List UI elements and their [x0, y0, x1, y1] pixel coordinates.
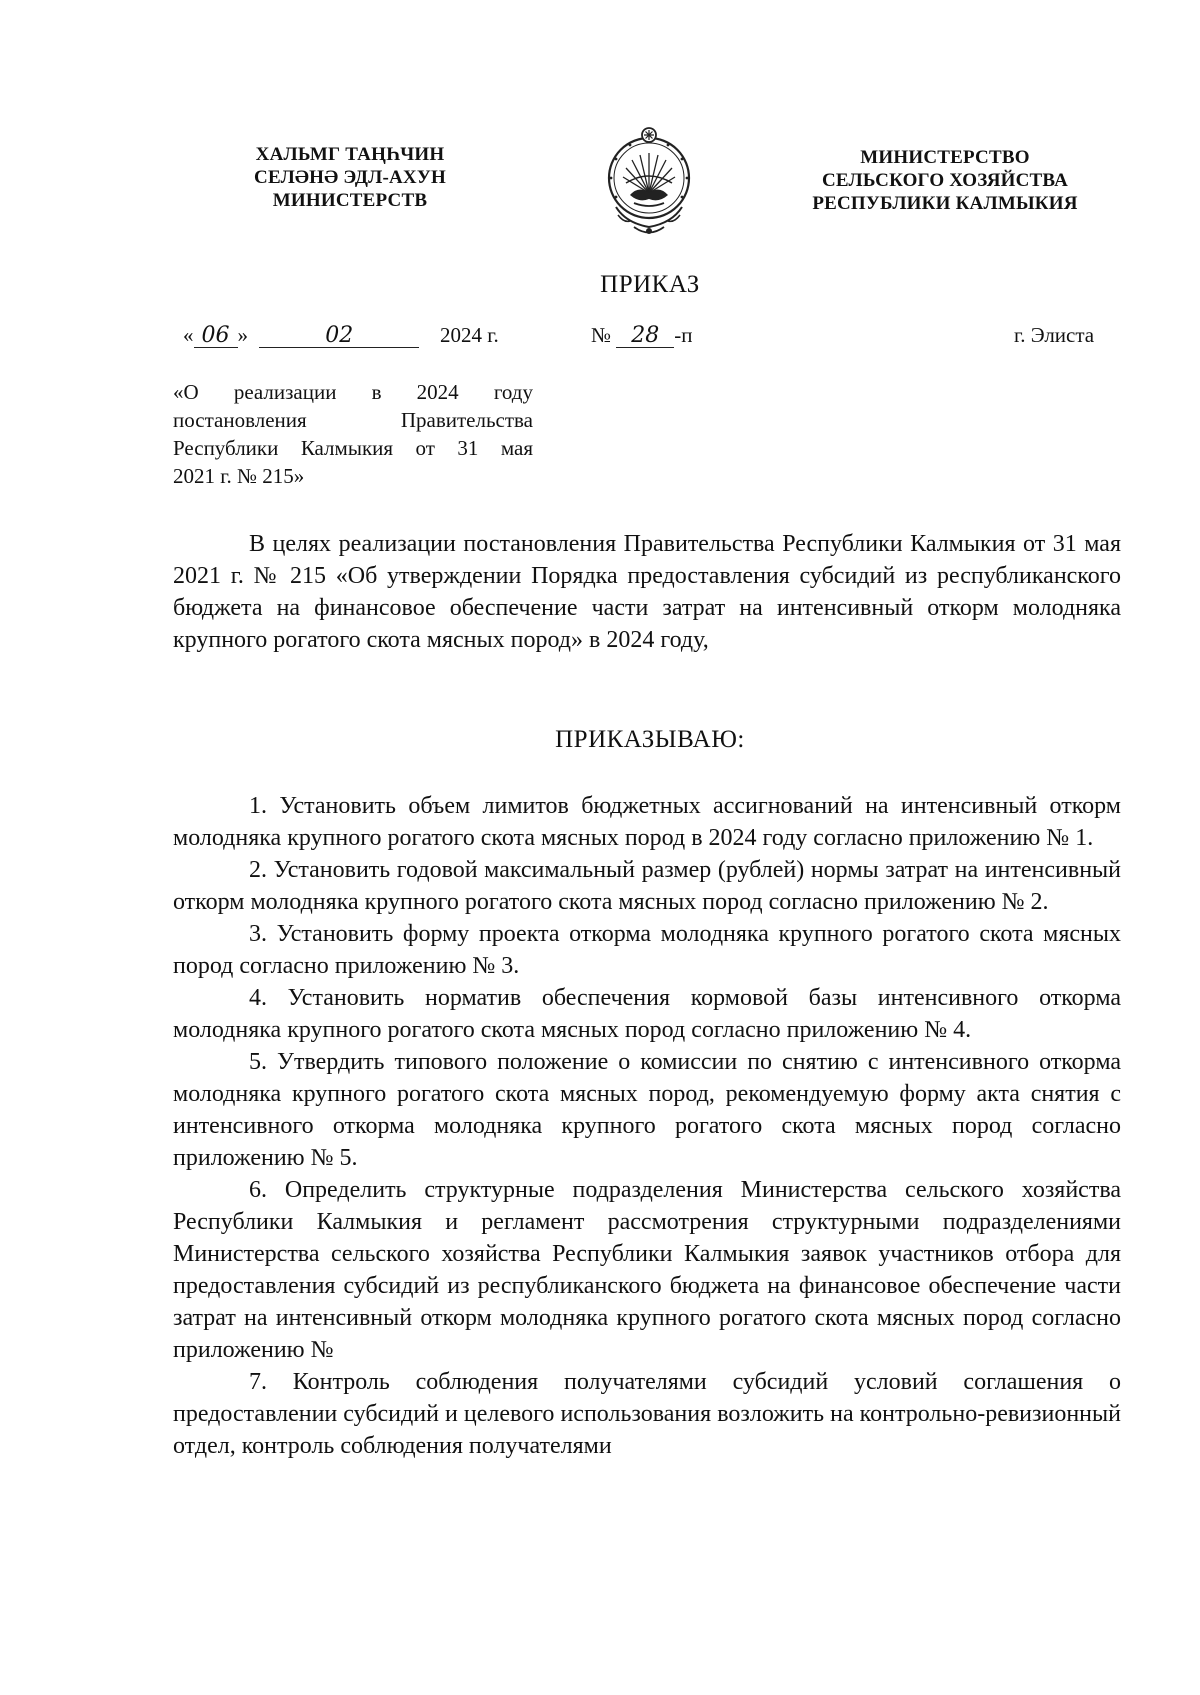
- order-item-1: 1. Установить объем лимитов бюджетных ассигнований на интенсивный откорм молодняка крупного рогатого скота мясных пород в 2024 году согласно приложению № 1.: [173, 793, 1121, 851]
- order-item-7: 7. Контроль соблюдения получателями субсидий условий соглашения о предоставлении субсидий и целевого использования возложить на контрольно-ревизионный отдел, контроль соблюдения получателями: [173, 1369, 1121, 1459]
- order-item-2: 2. Установить годовой максимальный размер (рублей) нормы затрат на интенсивный откорм молодняка крупного рогатого скота мясных пород согласно приложению № 2.: [173, 857, 1121, 915]
- decree-heading: ПРИКАЗЫВАЮ:: [555, 726, 745, 753]
- header-right-line: РЕСПУБЛИКИ КАЛМЫКИЯ: [812, 193, 1078, 214]
- order-city: г. Элиста: [1014, 323, 1095, 347]
- header-right-line: МИНИСТЕРСТВО: [860, 147, 1030, 168]
- handwritten-day: 06: [194, 325, 238, 348]
- subject-line: 2021 г. № 215»: [173, 464, 305, 488]
- order-number: [591, 322, 693, 348]
- header-right-line: СЕЛЬСКОГО ХОЗЯЙСТВА: [821, 170, 1069, 191]
- subject-line: постановления Правительства: [173, 408, 533, 432]
- order-item-3: 3. Установить форму проекта откорма молодняка крупного рогатого скота мясных пород согласно приложению № 3.: [173, 921, 1121, 979]
- date-quote-close: »: [237, 323, 248, 347]
- order-items: [173, 790, 1121, 1462]
- number-suffix: -п: [674, 323, 693, 347]
- header-ministry-name: [785, 146, 1105, 215]
- header-left-line: СЕЛӘНӘ ЭДЛ-АХУН: [254, 167, 446, 188]
- subject-line: «О реализации в 2024 году: [173, 380, 533, 404]
- header-left-line: МИНИСТЕРСТВ: [272, 190, 428, 211]
- order-year: 2024 г.: [440, 323, 499, 347]
- intro-paragraph: В целях реализации постановления Правительства Республики Калмыкия от 31 мая 2021 г. № 215 «Об утверждении Порядка предоставления субсидий из республиканского бюджета на финансовое обеспечение части затрат на интенсивный откорм молодняка крупного рогатого скота мясных пород» в 2024 году,: [173, 531, 1121, 653]
- number-sign: №: [591, 323, 612, 347]
- coat-of-arms-icon: [604, 123, 694, 241]
- handwritten-month: 02: [259, 325, 419, 348]
- date-quote-open: «: [183, 323, 194, 347]
- header-kalmyk-ministry-name: [225, 143, 475, 212]
- order-item-4: 4. Установить норматив обеспечения кормовой базы интенсивного откорма молодняка крупного рогатого скота мясных пород согласно приложению № 4.: [173, 985, 1121, 1043]
- intro-paragraph-block: [173, 528, 1121, 656]
- order-title: ПРИКАЗ: [600, 271, 700, 298]
- subject-line: Республики Калмыкия от 31 мая: [173, 436, 533, 460]
- order-subject: [173, 378, 533, 490]
- order-item-6: 6. Определить структурные подразделения Министерства сельского хозяйства Республики Калмыкия и регламент рассмотрения структурными подразделениями Министерства сельского хозяйства Республики Калмыкия заявок участников отбора для предоставления субсидий из республиканского бюджета на финансовое обеспечение части затрат на интенсивный откорм молодняка крупного рогатого скота мясных пород согласно приложению №: [173, 1177, 1121, 1363]
- order-date: [183, 322, 419, 348]
- handwritten-number: 28: [616, 325, 674, 348]
- header-left-line: ХАЛЬМГ ТАҢҺЧИН: [255, 144, 445, 165]
- order-item-5: 5. Утвердить типового положение о комиссии по снятию с интенсивного откорма молодняка крупного рогатого скота мясных пород, рекомендуемую форму акта снятия с интенсивного откорма молодняка крупного рогатого скота мясных пород согласно приложению № 5.: [173, 1049, 1121, 1171]
